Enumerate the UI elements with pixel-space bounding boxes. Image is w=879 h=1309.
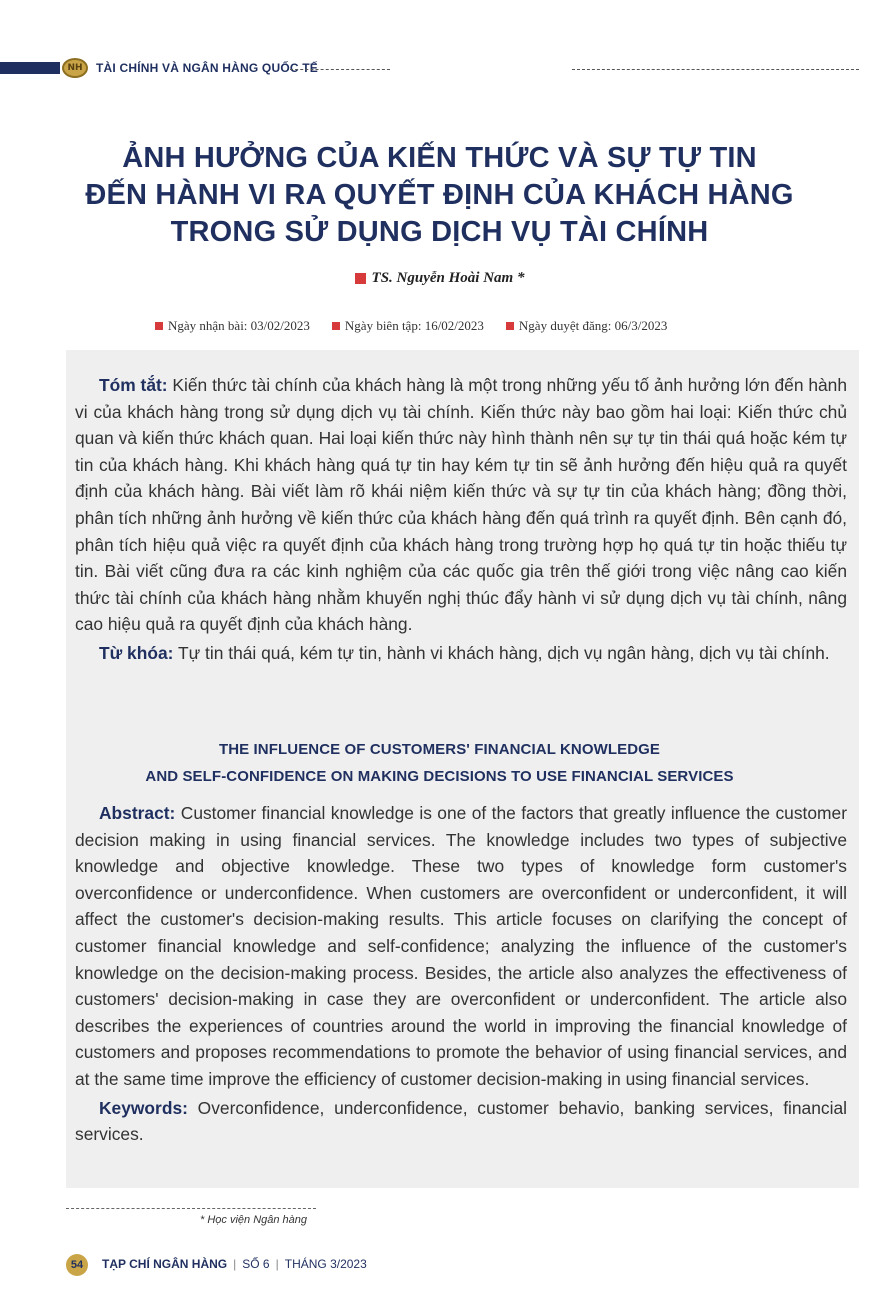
en-keywords-text: Overconfidence, underconfidence, customer behavio, banking services, financial services.: [75, 1097, 847, 1145]
footer-separator: |: [275, 1257, 279, 1271]
bullet-square-icon: [155, 322, 163, 330]
header-divider: [572, 69, 859, 70]
en-keywords-paragraph: [75, 1095, 847, 1148]
en-title-line: AND SELF-CONFIDENCE ON MAKING DECISIONS TO USE FINANCIAL SERVICES: [145, 768, 734, 785]
author-line: [0, 270, 879, 287]
vi-abstract-text: Kiến thức tài chính của khách hàng là một trong những yếu tố ảnh hưởng lớn đến hành vi của khách hàng trong sử dụng dịch vụ tài chính. Kiến thức này bao gồm hai loại: Kiến thức chủ quan và kiến thức khách quan. Hai loại kiến thức này hình thành nên sự tự tin thái quá hoặc kém tự tin của khách hàng. Khi khách hàng quá tự tin hay kém tự tin sẽ ảnh hưởng đến hiệu quả ra quyết định của khách hàng. Bài viết làm rõ khái niệm kiến thức và sự tự tin của khách hàng; đồng thời, phân tích những ảnh hưởng về kiến thức của khách hàng đến quá trình ra quyết định. Bên cạnh đó, phân tích hiệu quả việc ra quyết định của khách hàng trong trường hợp họ quá tự tin hoặc thiếu tự tin. Bài viết cũng đưa ra các kinh nghiệm của các quốc gia trên thế giới trong việc nâng cao kiến thức tài chính của khách hàng nhằm khuyến nghị thúc đẩy hành vi sử dụng dịch vụ tài chính, nâng cao hiệu quả ra quyết định của khách hàng.: [75, 375, 848, 635]
bullet-square-icon: [506, 322, 514, 330]
date-edited: [332, 318, 484, 334]
footnote-divider: [66, 1208, 316, 1209]
date-received-text: Ngày nhận bài: 03/02/2023: [168, 318, 310, 333]
en-keywords-label: Keywords:: [99, 1097, 188, 1118]
header-divider: [290, 69, 390, 70]
en-abstract-label: Abstract:: [99, 803, 176, 823]
vi-keywords-text: Tự tin thái quá, kém tự tin, hành vi khách hàng, dịch vụ ngân hàng, dịch vụ tài chính.: [173, 642, 830, 663]
english-abstract: [75, 800, 847, 1148]
journal-name: TẠP CHÍ NGÂN HÀNG: [102, 1257, 228, 1271]
en-abstract-text: Customer financial knowledge is one of the factors that greatly influence the customer decision making in using financial services. The knowledge includes two types of subjective knowledge and objective knowledge. These two types of knowledge form customer's overconfidence or underconfidence. When customers are overconfident or underconfident, it will affect the customer's decision-making results. This article focuses on clarifying the concept of customer financial knowledge and self-confidence; analyzing the influence of the customer's knowledge on the decision-making process. Besides, the article also analyzes the effectiveness of customers' decision-making in case they are overconfident or underconfident. The article also describes the experiences of countries around the world in improving the financial knowledge of customers and proposes recommendations to promote the behavior of using financial services, and at the same time improve the efficiency of customer decision-making in using financial services.: [75, 803, 847, 1089]
page-number: 54: [66, 1254, 88, 1276]
date-edited-text: Ngày biên tập: 16/02/2023: [344, 318, 484, 333]
title-line: TRONG SỬ DỤNG DỊCH VỤ TÀI CHÍNH: [170, 216, 709, 248]
footer-separator: |: [233, 1257, 237, 1271]
author-icon: [355, 273, 366, 284]
title-line: ẢNH HƯỞNG CỦA KIẾN THỨC VÀ SỰ TỰ TIN: [122, 142, 757, 174]
vi-abstract-paragraph: [75, 372, 847, 638]
author-name: TS. Nguyễn Hoài Nam *: [371, 270, 525, 286]
journal-logo-icon: NH: [62, 58, 88, 78]
article-title: [0, 140, 879, 251]
bullet-square-icon: [332, 322, 340, 330]
en-abstract-paragraph: [75, 800, 847, 1093]
journal-issue: SỐ 6: [242, 1257, 270, 1271]
header-accent-bar: [0, 62, 60, 74]
journal-footer: [102, 1257, 367, 1271]
vi-keywords-label: Từ khóa:: [99, 642, 174, 663]
journal-month: THÁNG 3/2023: [284, 1257, 367, 1271]
date-received: [155, 318, 310, 334]
date-approved: [506, 318, 667, 334]
en-title-line: THE INFLUENCE OF CUSTOMERS' FINANCIAL KNOWLEDGE: [218, 741, 661, 758]
title-line: ĐẾN HÀNH VI RA QUYẾT ĐỊNH CỦA KHÁCH HÀNG: [85, 179, 794, 211]
article-dates: [155, 318, 779, 334]
vi-keywords-paragraph: [75, 640, 847, 667]
vietnamese-abstract: [75, 372, 847, 667]
vi-abstract-label: Tóm tắt:: [99, 375, 168, 395]
english-title: [0, 736, 879, 790]
section-title: TÀI CHÍNH VÀ NGÂN HÀNG QUỐC TẾ: [96, 61, 318, 75]
footnote: * Học viện Ngân hàng: [200, 1214, 308, 1226]
date-approved-text: Ngày duyệt đăng: 06/3/2023: [518, 318, 668, 333]
